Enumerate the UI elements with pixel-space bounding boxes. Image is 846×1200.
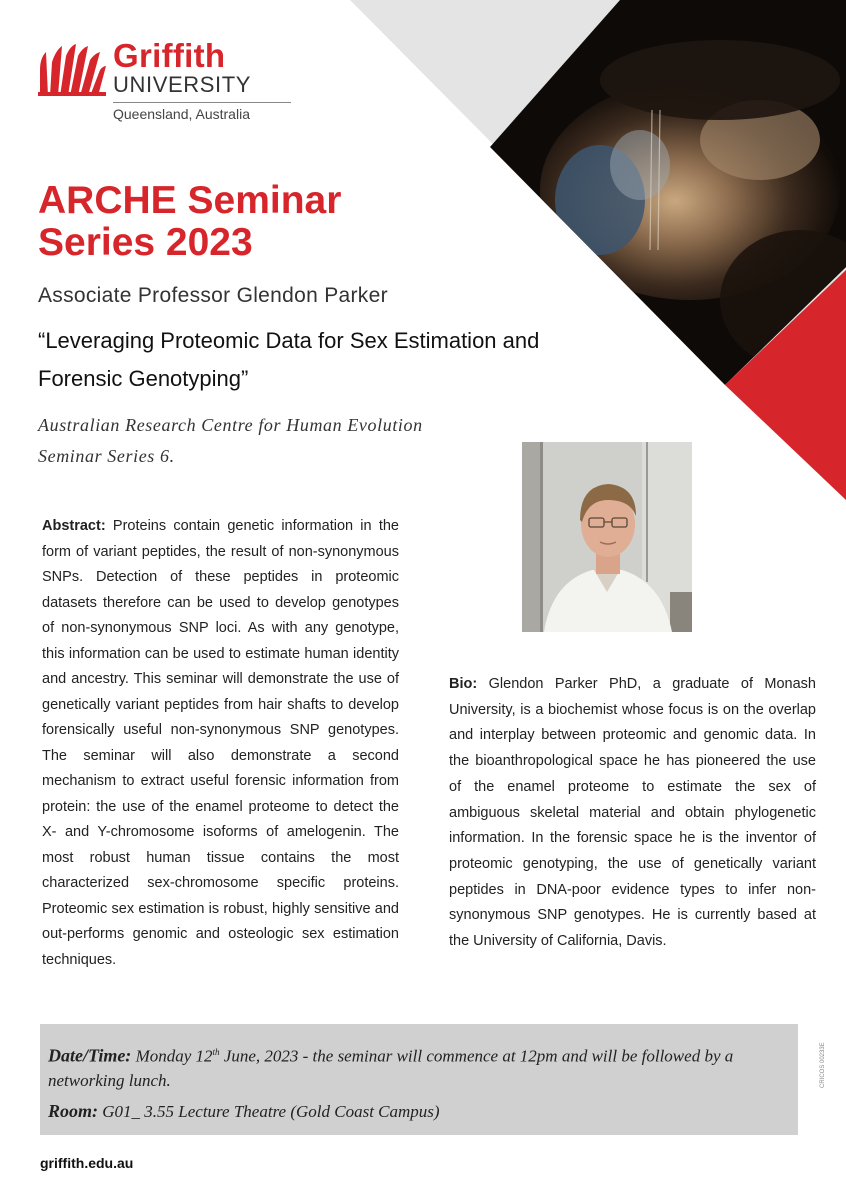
logo-divider (113, 102, 291, 103)
speaker-photo (522, 442, 692, 632)
title-line-1: ARCHE Seminar (38, 179, 342, 222)
event-info-box (40, 1024, 798, 1135)
logo-university: UNIVERSITY (113, 72, 252, 97)
cricos-code: CRICOS 00233E (820, 1042, 826, 1088)
talk-title (38, 322, 628, 398)
bio-label: Bio: (449, 676, 478, 692)
griffith-logo (38, 37, 268, 130)
logo-location: Queensland, Australia (113, 106, 250, 122)
date-time-label: Date/Time: (48, 1045, 132, 1066)
talk-title-line-1: “Leveraging Proteomic Data for Sex Estimation and (38, 328, 540, 353)
series-line-1: Australian Research Centre for Human Evolution (38, 415, 423, 435)
date-text-end: June, 2023 - the seminar will commence at 12pm and will be followed by a networking lunch. (48, 1046, 734, 1090)
room-text: G01_ 3.55 Lecture Theatre (Gold Coast Campus) (102, 1102, 440, 1121)
event-date-time (48, 1040, 793, 1093)
website-link[interactable]: griffith.edu.au (40, 1155, 134, 1171)
talk-title-line-2: Forensic Genotyping” (38, 366, 249, 391)
abstract-label: Abstract: (42, 518, 106, 534)
abstract-text: Proteins contain genetic information in the form of variant peptides, the result of non-synonymous SNPs. Detection of these peptides in proteomic datasets therefore can be used to develop genotypes of non-synonymous SNP loci. As with any genotype, this information can be used to estimate human identity and ancestry. This seminar will demonstrate the use of genetically variant peptides from hair shafts to develop forensically useful non-synonymous SNP genotypes. The seminar will also demonstrate a second mechanism to extract useful forensic information from protein: the use of the enamel proteome to detect the X- and Y-chromosome isoforms of amelogenin. The most robust human tissue contains the most characterized sex-chromosome specific proteins. Proteomic sex estimation is robust, highly sensitive and out-performs genomic and osteologic sex estimation techniques. (42, 518, 399, 968)
room-label: Room: (48, 1101, 99, 1121)
seminar-series (38, 410, 423, 472)
date-text-start: Monday 12 (135, 1046, 213, 1066)
abstract-paragraph (42, 514, 399, 973)
series-line-2: Seminar Series 6. (38, 446, 175, 466)
speaker-name: Associate Professor Glendon Parker (38, 284, 388, 307)
logo-name: Griffith (113, 37, 226, 74)
griffith-flame-icon (38, 42, 106, 98)
title-line-2: Series 2023 (38, 221, 253, 264)
event-room (48, 1101, 440, 1122)
bio-paragraph (449, 672, 816, 955)
bio-text: Glendon Parker PhD, a graduate of Monash University, is a biochemist whose focus is on the overlap and interplay between proteomic and genomic data. In the bioanthropological space he has pioneered the use of the enamel proteome to estimate the sex of ambiguous skeletal material and obtain phylogenetic information. In the forensic space he is the inventor of proteomic genotyping, the use of genetically variant peptides in DNA-poor evidence types to infer non-synonymous SNP genotypes. He is currently based at the University of California, Davis. (449, 676, 816, 950)
page-title (38, 180, 418, 264)
date-ordinal: th (212, 1047, 220, 1057)
